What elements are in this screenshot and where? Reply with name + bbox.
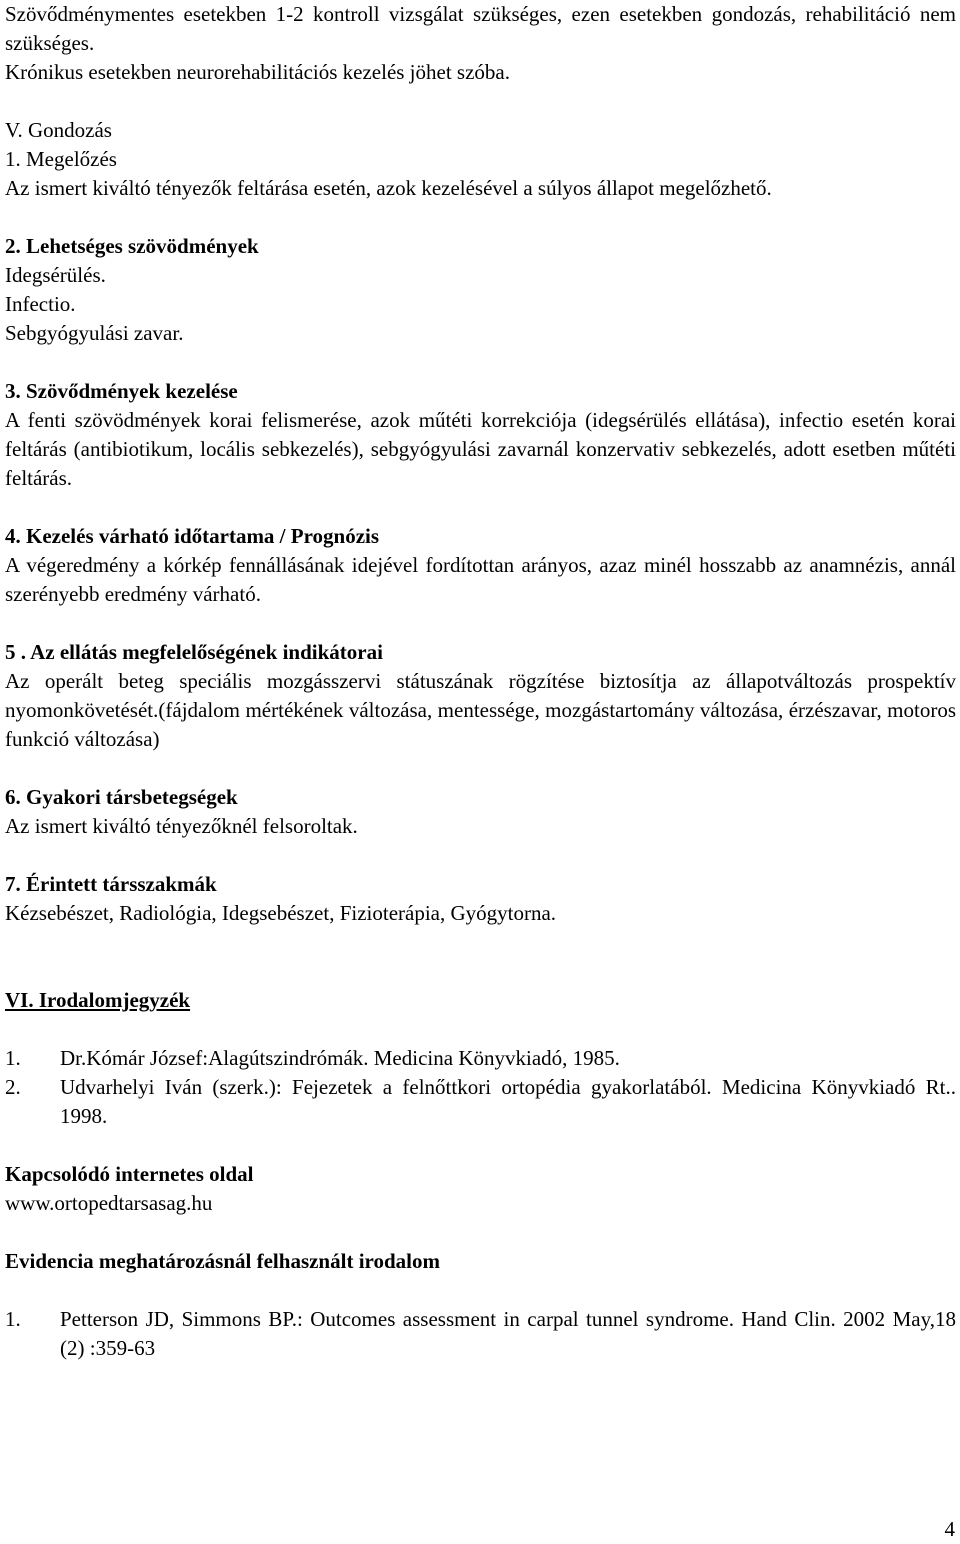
intro-paragraph-2: Krónikus esetekben neurorehabilitációs kezelés jöhet szóba. <box>5 60 510 84</box>
evidence-reference-list <box>5 1305 956 1363</box>
page-number: 4 <box>944 1517 955 1541</box>
section-title-irodalomjegyzek: VI. Irodalomjegyzék <box>5 988 191 1012</box>
tarsszakmak-text: Kézsebészet, Radiológia, Idegsebészet, Fizioterápia, Gyógytorna. <box>5 901 557 925</box>
reference-number: 1. <box>5 1307 21 1331</box>
reference-number: 1. <box>5 1046 21 1070</box>
reference-item <box>5 1305 956 1363</box>
links-title: Kapcsolódó internetes oldal <box>5 1162 254 1186</box>
subsection-title-prognozis: 4. Kezelés várható időtartama / Prognózis <box>5 524 380 548</box>
indikatorok-text: Az operált beteg speciális mozgásszervi státuszának rögzítése biztosítja az állapotváltozás prospektív nyomonkövetését.(fájdalom mértékének változása, mentessége, mozgástartomány változása, érzészavar, motoros funkció változása) <box>5 669 956 751</box>
subsection-title-indikatorok: 5 . Az ellátás megfelelőségének indikátorai <box>5 640 383 664</box>
megelozes-text: Az ismert kiváltó tényezők feltárása esetén, azok kezelésével a súlyos állapot megelőzhető. <box>5 176 772 200</box>
szovodmeny-item: Sebgyógyulási zavar. <box>5 321 184 345</box>
prognozis-text: A végeredmény a kórkép fennállásának idejével fordítottan arányos, azaz minél hosszabb az anamnézis, annál szerényebb eredmény várható. <box>5 553 956 606</box>
subsection-title-kezelese: 3. Szövődmények kezelése <box>5 379 238 403</box>
reference-text: Udvarhelyi Iván (szerk.): Fejezetek a felnőttkori ortopédia gyakorlatából. Medicina Könyvkiadó Rt.. 1998. <box>60 1075 956 1128</box>
reference-number: 2. <box>5 1075 21 1099</box>
reference-item <box>5 1044 956 1073</box>
tarsbetegsegek-text: Az ismert kiváltó tényezőknél felsoroltak. <box>5 814 358 838</box>
section-title-gondozas: V. Gondozás <box>5 118 112 142</box>
reference-text: Petterson JD, Simmons BP.: Outcomes assessment in carpal tunnel syndrome. Hand Clin. 2002 May,18 (2) :359-63 <box>60 1307 956 1360</box>
szovodmeny-item: Infectio. <box>5 292 76 316</box>
kezelese-text: A fenti szövödmények korai felismerése, azok műtéti korrekciója (idegsérülés ellátása), infectio esetén korai feltárás (antibiotikum, locális sebkezelés), sebgyógyulási zavarnál konzervativ sebkezelés, adott esetben műtéti feltárás. <box>5 408 956 490</box>
website-link[interactable]: www.ortopedtarsasag.hu <box>5 1191 213 1215</box>
evidence-title: Evidencia meghatározásnál felhasznált irodalom <box>5 1249 440 1273</box>
document-page <box>5 0 956 1363</box>
intro-paragraph: Szövődménymentes esetekben 1-2 kontroll vizsgálat szükséges, ezen esetekben gondozás, rehabilitáció nem szükséges. <box>5 2 956 55</box>
reference-item <box>5 1073 956 1131</box>
subsection-title-megelozes: 1. Megelőzés <box>5 147 117 171</box>
subsection-title-tarsszakmak: 7. Érintett társszakmák <box>5 872 217 896</box>
subsection-title-szovodmenyek: 2. Lehetséges szövödmények <box>5 234 259 258</box>
reference-list <box>5 1044 956 1131</box>
reference-text: Dr.Kómár József:Alagútszindrómák. Medicina Könyvkiadó, 1985. <box>60 1046 620 1070</box>
subsection-title-tarsbetegsegek: 6. Gyakori társbetegségek <box>5 785 238 809</box>
szovodmeny-item: Idegsérülés. <box>5 263 106 287</box>
